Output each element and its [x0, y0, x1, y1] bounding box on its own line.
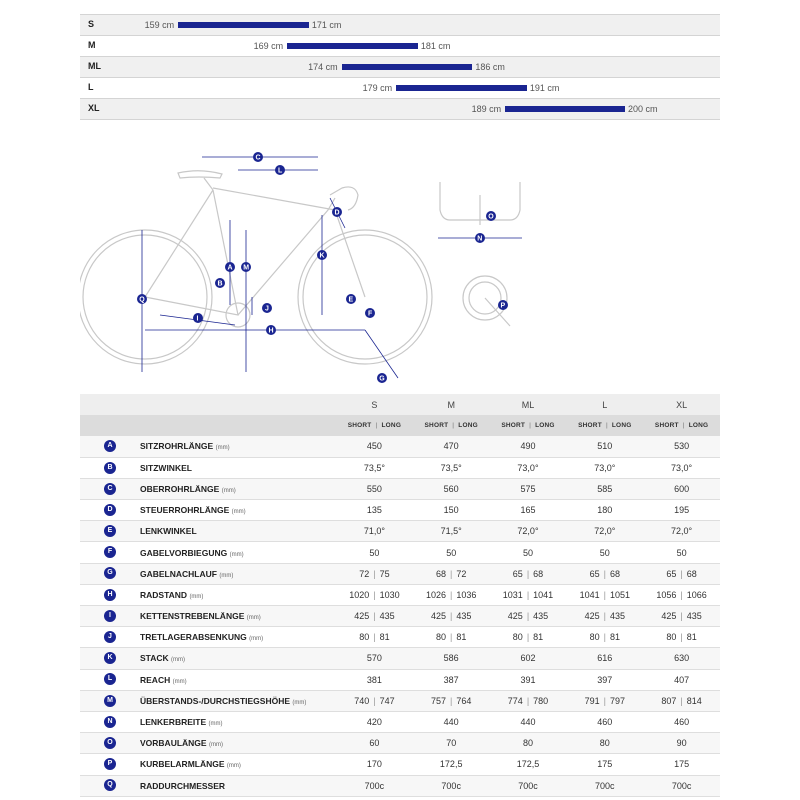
- measurement-letter-badge: F: [104, 546, 116, 558]
- value-short: 1020: [349, 589, 370, 600]
- size-header-row: [80, 394, 720, 415]
- svg-text:I: I: [196, 315, 199, 323]
- value-short: 425: [354, 611, 370, 622]
- measurement-value: 80: [522, 738, 533, 749]
- measurement-unit: (mm): [171, 657, 186, 664]
- measurement-letter-badge: P: [104, 758, 116, 770]
- measurement-value: 397: [597, 674, 613, 685]
- measurement-value: [490, 627, 567, 648]
- size-range-label: S: [88, 19, 95, 29]
- value-long: 780: [533, 695, 549, 706]
- measurement-letter-badge: J: [104, 631, 116, 643]
- measurement-value: 72,0°: [671, 526, 693, 537]
- value-long: 1041: [533, 589, 554, 600]
- value-separator: |: [526, 568, 530, 579]
- short-long-header: SHORT | LONG: [347, 422, 402, 429]
- measurement-letter-badge: C: [104, 483, 116, 495]
- measurement-name: SITZWINKEL: [140, 462, 192, 473]
- value-long: 68: [686, 568, 697, 579]
- value-short: 425: [584, 611, 600, 622]
- geometry-row: [80, 627, 720, 648]
- value-separator: |: [450, 611, 453, 622]
- measurement-value: 460: [674, 717, 690, 728]
- value-separator: |: [373, 632, 376, 643]
- measurement-unit: (mm): [219, 572, 234, 579]
- value-separator: |: [373, 589, 376, 600]
- value-short: 1041: [579, 589, 600, 600]
- geometry-row: [80, 521, 720, 542]
- measurement-name: RADDURCHMESSER: [140, 780, 226, 791]
- measurement-name: GABELNACHLAUF: [140, 568, 217, 579]
- measurement-value: [413, 606, 490, 627]
- measurement-value: 570: [366, 653, 382, 664]
- measurement-value: 575: [520, 483, 536, 494]
- measurement-value: 175: [597, 759, 613, 770]
- measurement-letter-badge: N: [104, 716, 116, 728]
- value-short: 80: [436, 632, 447, 643]
- value-separator: |: [373, 568, 376, 579]
- measurement-value: [643, 690, 720, 711]
- value-short: 65: [666, 568, 677, 579]
- value-short: 80: [359, 632, 370, 643]
- measurement-value: 73,5°: [440, 462, 462, 473]
- measurement-value: 80: [599, 738, 610, 749]
- size-range-bar: [342, 64, 473, 70]
- svg-text:E: E: [348, 296, 354, 304]
- value-long: 75: [379, 568, 390, 579]
- value-short: 68: [436, 568, 447, 579]
- value-short: 425: [507, 611, 523, 622]
- measurement-value: 73,5°: [363, 462, 385, 473]
- value-short: 425: [430, 611, 447, 622]
- measurement-letter-badge: G: [104, 567, 116, 579]
- measurement-letter-badge: B: [104, 462, 116, 474]
- measurement-value: [336, 627, 413, 648]
- size-range-min: 159 cm: [144, 20, 175, 30]
- value-short: 791: [584, 695, 600, 706]
- measurement-value: [336, 690, 413, 711]
- value-short: 774: [507, 695, 523, 706]
- measurement-value: [490, 563, 567, 584]
- measurement-value: 600: [674, 483, 690, 494]
- size-header: XL: [676, 399, 688, 410]
- measurement-value: 420: [366, 717, 382, 728]
- measurement-value: 602: [520, 653, 536, 664]
- geometry-row: [80, 669, 720, 690]
- value-long: 81: [686, 632, 697, 643]
- geometry-row: [80, 500, 720, 521]
- value-short: 80: [666, 632, 677, 643]
- value-long: 68: [609, 568, 620, 579]
- svg-text:Q: Q: [139, 296, 145, 304]
- size-range-row: [80, 36, 720, 57]
- measurement-unit: (mm): [246, 615, 261, 622]
- value-long: 435: [686, 611, 702, 622]
- value-separator: |: [526, 589, 530, 600]
- size-range-label: ML: [88, 61, 101, 71]
- size-range-label: XL: [88, 103, 100, 113]
- value-separator: |: [680, 632, 683, 643]
- geometry-row: [80, 584, 720, 605]
- measurement-unit: (mm): [229, 551, 244, 558]
- value-short: 1026: [425, 589, 447, 600]
- measurement-value: [413, 563, 490, 584]
- measurement-unit: (mm): [231, 509, 246, 516]
- value-short: 757: [430, 695, 447, 706]
- geometry-row: [80, 733, 720, 754]
- measurement-value: [566, 584, 643, 605]
- measurement-value: 50: [369, 547, 380, 558]
- measurement-value: 70: [446, 738, 457, 749]
- measurement-value: 387: [443, 674, 459, 685]
- value-short: 807: [661, 695, 677, 706]
- svg-text:A: A: [227, 264, 233, 272]
- geometry-row: [80, 648, 720, 669]
- value-short: 72: [359, 568, 370, 579]
- frame-outline: [145, 188, 365, 315]
- measurement-unit: (mm): [215, 445, 230, 452]
- size-range-max: 186 cm: [475, 62, 505, 72]
- measurement-value: 700c: [441, 780, 461, 791]
- measurement-value: 50: [676, 547, 687, 558]
- value-separator: |: [373, 611, 376, 622]
- measurement-letter-badge: E: [104, 525, 116, 537]
- geometry-row: [80, 542, 720, 563]
- bike-geometry-illustration: [80, 140, 720, 390]
- measurement-value: 50: [522, 547, 533, 558]
- measurement-letter-badge: D: [104, 504, 116, 516]
- measurement-name: SITZROHRLÄNGE: [140, 441, 214, 452]
- value-separator: |: [603, 632, 606, 643]
- measurement-value: 700c: [364, 780, 385, 791]
- value-short: 80: [512, 632, 523, 643]
- value-separator: |: [603, 589, 606, 600]
- measurement-letter-badge: I: [104, 610, 116, 622]
- size-range-min: 179 cm: [362, 83, 393, 93]
- size-header: ML: [521, 399, 535, 410]
- value-separator: |: [603, 568, 606, 579]
- value-long: 68: [533, 568, 544, 579]
- measurement-value: 90: [676, 738, 687, 749]
- value-long: 435: [456, 611, 472, 622]
- svg-text:G: G: [379, 375, 385, 383]
- value-short: 425: [661, 611, 677, 622]
- value-short: 1056: [656, 589, 677, 600]
- measurement-name: VORBAULÄNGE: [140, 738, 207, 749]
- measurement-letter-badge: H: [104, 589, 116, 601]
- geometry-row: [80, 457, 720, 478]
- seatpost: [204, 178, 213, 190]
- size-range-label: M: [88, 40, 96, 50]
- measurement-value: [643, 606, 720, 627]
- size-range-max: 200 cm: [628, 104, 658, 114]
- value-long: 764: [456, 695, 472, 706]
- short-long-header: SHORT | LONG: [501, 422, 555, 429]
- measurement-value: 616: [597, 653, 613, 664]
- measurement-value: [566, 606, 643, 627]
- measurement-value: 172,5: [516, 759, 540, 770]
- measurement-value: [336, 606, 413, 627]
- measurement-value: 165: [520, 505, 536, 516]
- measurement-value: [566, 563, 643, 584]
- geometry-row: [80, 606, 720, 627]
- size-range-row: [80, 78, 720, 99]
- measurement-value: 71,5°: [440, 526, 462, 537]
- measurement-value: [490, 606, 567, 627]
- measurement-value: 391: [520, 674, 536, 685]
- value-separator: |: [603, 611, 606, 622]
- svg-text:D: D: [334, 209, 340, 217]
- measurement-value: 407: [674, 674, 690, 685]
- measurement-value: 440: [443, 717, 459, 728]
- measurement-value: [566, 627, 643, 648]
- measurement-value: [643, 627, 720, 648]
- measurement-value: 71,0°: [363, 526, 385, 537]
- value-separator: |: [450, 695, 453, 706]
- value-long: 81: [379, 632, 390, 643]
- value-long: 797: [609, 695, 625, 706]
- size-range-min: 174 cm: [308, 62, 338, 72]
- measurement-value: 170: [366, 759, 382, 770]
- measurement-value: 560: [443, 483, 459, 494]
- value-separator: |: [680, 611, 683, 622]
- measurement-value: [490, 584, 567, 605]
- size-range-row: [80, 14, 720, 36]
- svg-text:N: N: [477, 235, 483, 243]
- measurement-name: REACH: [140, 674, 171, 685]
- value-long: 1066: [686, 589, 707, 600]
- value-short: 80: [589, 632, 600, 643]
- size-header: M: [447, 399, 455, 410]
- measurement-value: 381: [366, 674, 382, 685]
- short-long-header-row: [80, 415, 720, 436]
- measurement-value: 700c: [518, 780, 538, 791]
- value-long: 81: [456, 632, 467, 643]
- value-short: 65: [512, 568, 523, 579]
- value-long: 1051: [609, 589, 630, 600]
- measurement-value: [566, 690, 643, 711]
- measurement-value: 73,0°: [671, 462, 693, 473]
- measurement-value: 510: [597, 441, 613, 452]
- value-long: 435: [379, 611, 395, 622]
- size-range-bar: [178, 22, 309, 28]
- saddle: [178, 171, 222, 178]
- value-long: 747: [379, 695, 395, 706]
- size-range-max: 191 cm: [529, 83, 560, 93]
- size-range-min: 169 cm: [253, 41, 284, 51]
- value-separator: |: [526, 632, 530, 643]
- size-range-label: L: [88, 82, 94, 92]
- svg-text:M: M: [243, 264, 250, 272]
- size-range-row: [80, 57, 720, 78]
- measurement-value: 73,0°: [517, 462, 539, 473]
- measurement-value: 490: [520, 441, 536, 452]
- measurement-name: RADSTAND: [140, 589, 188, 600]
- measurement-name: OBERROHRLÄNGE: [140, 483, 220, 494]
- geometry-row: [80, 711, 720, 732]
- value-separator: |: [526, 611, 530, 622]
- measurement-value: 172,5: [439, 759, 463, 770]
- measurement-value: [336, 563, 413, 584]
- svg-text:B: B: [217, 280, 223, 288]
- measurement-letter-badge: K: [104, 652, 116, 664]
- svg-text:H: H: [268, 327, 274, 335]
- geometry-row: [80, 775, 720, 796]
- measurement-value: 585: [597, 483, 613, 494]
- value-separator: |: [680, 568, 683, 579]
- value-short: 1031: [502, 589, 523, 600]
- measurement-value: 50: [446, 547, 457, 558]
- measurement-value: 460: [597, 717, 613, 728]
- measurement-name: STEUERROHRLÄNGE: [140, 505, 230, 516]
- measurement-value: 550: [366, 483, 382, 494]
- measurement-value: [336, 584, 413, 605]
- measurement-value: [413, 690, 490, 711]
- svg-text:J: J: [265, 305, 269, 313]
- measurement-name: KURBELARMLÄNGE: [140, 759, 225, 770]
- svg-text:L: L: [278, 167, 283, 175]
- svg-text:C: C: [255, 154, 261, 162]
- value-separator: |: [450, 632, 453, 643]
- measurement-value: 700c: [671, 780, 692, 791]
- size-range-row: [80, 99, 720, 120]
- measurement-value: 175: [674, 759, 690, 770]
- size-range-bar: [287, 43, 418, 49]
- measurement-value: 630: [674, 653, 690, 664]
- value-separator: |: [680, 695, 683, 706]
- measurement-unit: (mm): [208, 742, 223, 749]
- size-range-max: 171 cm: [311, 20, 342, 30]
- size-range-bar: [505, 106, 625, 112]
- svg-text:P: P: [500, 302, 506, 310]
- geometry-row: [80, 436, 720, 457]
- measurement-value: [643, 584, 720, 605]
- measurement-name: TRETLAGERABSENKUNG: [140, 632, 247, 643]
- geometry-diagram: [80, 140, 720, 390]
- value-separator: |: [680, 589, 683, 600]
- measurement-unit: (mm): [221, 487, 236, 494]
- svg-text:O: O: [488, 213, 494, 221]
- geometry-row: [80, 563, 720, 584]
- svg-text:F: F: [368, 310, 373, 318]
- geometry-table-body: [80, 436, 720, 796]
- value-separator: |: [373, 695, 376, 706]
- value-long: 81: [609, 632, 620, 643]
- value-short: 65: [589, 568, 600, 579]
- measurement-name: LENKWINKEL: [140, 526, 197, 537]
- measurement-value: 150: [443, 505, 459, 516]
- size-header: S: [371, 399, 378, 410]
- value-long: 1030: [379, 589, 400, 600]
- measurement-name: GABELVORBIEGUNG: [140, 547, 228, 558]
- measurement-value: 180: [597, 505, 613, 516]
- value-long: 81: [533, 632, 544, 643]
- size-range-min: 189 cm: [471, 104, 502, 114]
- measurement-name: LENKERBREITE: [140, 717, 207, 728]
- short-long-header: SHORT | LONG: [654, 422, 709, 429]
- geometry-row: [80, 478, 720, 499]
- value-long: 1036: [456, 589, 477, 600]
- measurement-value: 72,0°: [517, 526, 539, 537]
- measurement-unit: (mm): [292, 699, 307, 706]
- geometry-row: [80, 754, 720, 775]
- measurement-name: ÜBERSTANDS-/DURCHSTIEGSHÖHE: [140, 695, 291, 706]
- dim-g: [365, 330, 398, 378]
- measurement-value: 73,0°: [594, 462, 616, 473]
- measurement-letter-badge: Q: [104, 779, 116, 791]
- value-short: 740: [354, 695, 370, 706]
- short-long-header: SHORT | LONG: [578, 422, 632, 429]
- geometry-table: [80, 394, 720, 797]
- size-range-max: 181 cm: [420, 41, 451, 51]
- measurement-value: 72,0°: [594, 526, 616, 537]
- short-long-header: SHORT | LONG: [424, 422, 478, 429]
- measurement-value: 586: [443, 653, 459, 664]
- size-range-bar: [396, 85, 527, 91]
- value-long: 435: [609, 611, 625, 622]
- measurement-unit: (mm): [249, 636, 264, 643]
- measurement-letter-badge: M: [104, 695, 116, 707]
- measurement-letter-badge: A: [104, 440, 116, 452]
- measurement-value: 60: [369, 738, 380, 749]
- measurement-value: 135: [366, 505, 382, 516]
- measurement-value: 530: [674, 441, 690, 452]
- measurement-value: 50: [599, 547, 610, 558]
- measurement-name: STACK: [140, 653, 169, 664]
- value-separator: |: [450, 568, 453, 579]
- measurement-value: [490, 690, 567, 711]
- measurement-unit: (mm): [226, 763, 241, 770]
- measurement-value: 700c: [595, 780, 615, 791]
- value-long: 435: [533, 611, 549, 622]
- measurement-letter-badge: O: [104, 737, 116, 749]
- measurement-value: 440: [520, 717, 536, 728]
- measurement-value: [413, 584, 490, 605]
- measurement-name: KETTENSTREBENLÄNGE: [140, 611, 245, 622]
- value-long: 814: [686, 695, 702, 706]
- svg-text:K: K: [319, 252, 325, 260]
- value-separator: |: [450, 589, 453, 600]
- measurement-value: 470: [443, 441, 459, 452]
- value-separator: |: [603, 695, 606, 706]
- value-long: 72: [456, 568, 467, 579]
- geometry-row: [80, 690, 720, 711]
- rider-height-chart: [80, 14, 720, 120]
- size-header: L: [602, 399, 608, 410]
- value-separator: |: [526, 695, 530, 706]
- measurement-unit: (mm): [172, 678, 187, 685]
- measurement-unit: (mm): [208, 721, 223, 728]
- measurement-value: 450: [366, 441, 382, 452]
- measurement-letter-badge: L: [104, 673, 116, 685]
- measurement-value: [643, 563, 720, 584]
- measurement-value: [413, 627, 490, 648]
- measurement-value: 195: [674, 505, 690, 516]
- measurement-unit: (mm): [189, 593, 204, 600]
